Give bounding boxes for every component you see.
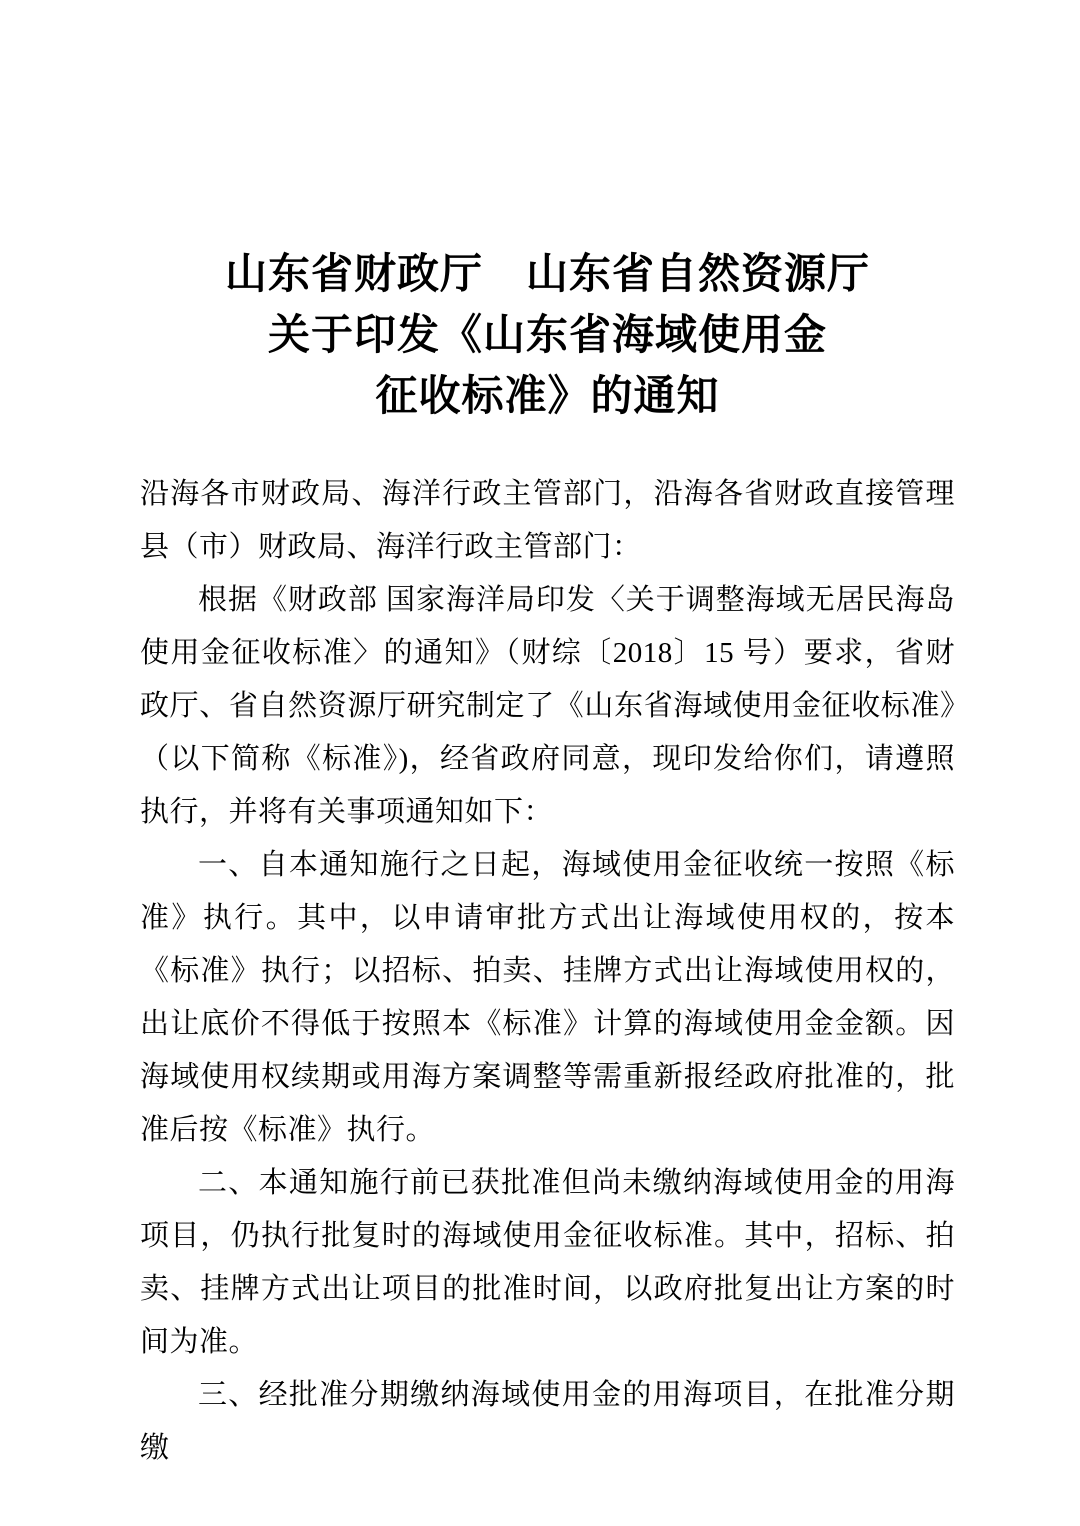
item-1-paragraph: 一、自本通知施行之日起，海域使用金征收统一按照《标准》执行。其中，以申请审批方式出让海域使用权的，按本《标准》执行；以招标、拍卖、挂牌方式出让海域使用权的，出让底价不得低于按照本《标准》计算的海域使用金金额。因海域使用权续期或用海方案调整等需重新报经政府批准的，批准后按《标准》执行。: [140, 849, 955, 1146]
document-title: [140, 245, 955, 428]
item-3-paragraph: 三、经批准分期缴纳海域使用金的用海项目，在批准分期缴: [140, 1379, 955, 1464]
salutation-paragraph: 沿海各市财政局、海洋行政主管部门，沿海各省财政直接管理县（市）财政局、海洋行政主管部门：: [140, 478, 955, 563]
title-line-3: 征收标准》的通知: [375, 374, 720, 420]
title-line-2: 关于印发《山东省海域使用金: [267, 313, 827, 359]
item-2-paragraph: 二、本通知施行前已获批准但尚未缴纳海域使用金的用海项目，仍执行批复时的海域使用金征收标准。其中，招标、拍卖、挂牌方式出让项目的批准时间，以政府批复出让方案的时间为准。: [140, 1167, 955, 1358]
document-body: [140, 468, 955, 1475]
intro-paragraph: 根据《财政部 国家海洋局印发〈关于调整海域无居民海岛使用金征收标准〉的通知》（财综〔2018〕15 号）要求，省财政厅、省自然资源厅研究制定了《山东省海域使用金征收标准》（以下简称《标准》)，经省政府同意，现印发给你们，请遵照执行，并将有关事项通知如下：: [140, 584, 955, 828]
title-line-1: 山东省财政厅 山东省自然资源厅: [224, 252, 870, 298]
